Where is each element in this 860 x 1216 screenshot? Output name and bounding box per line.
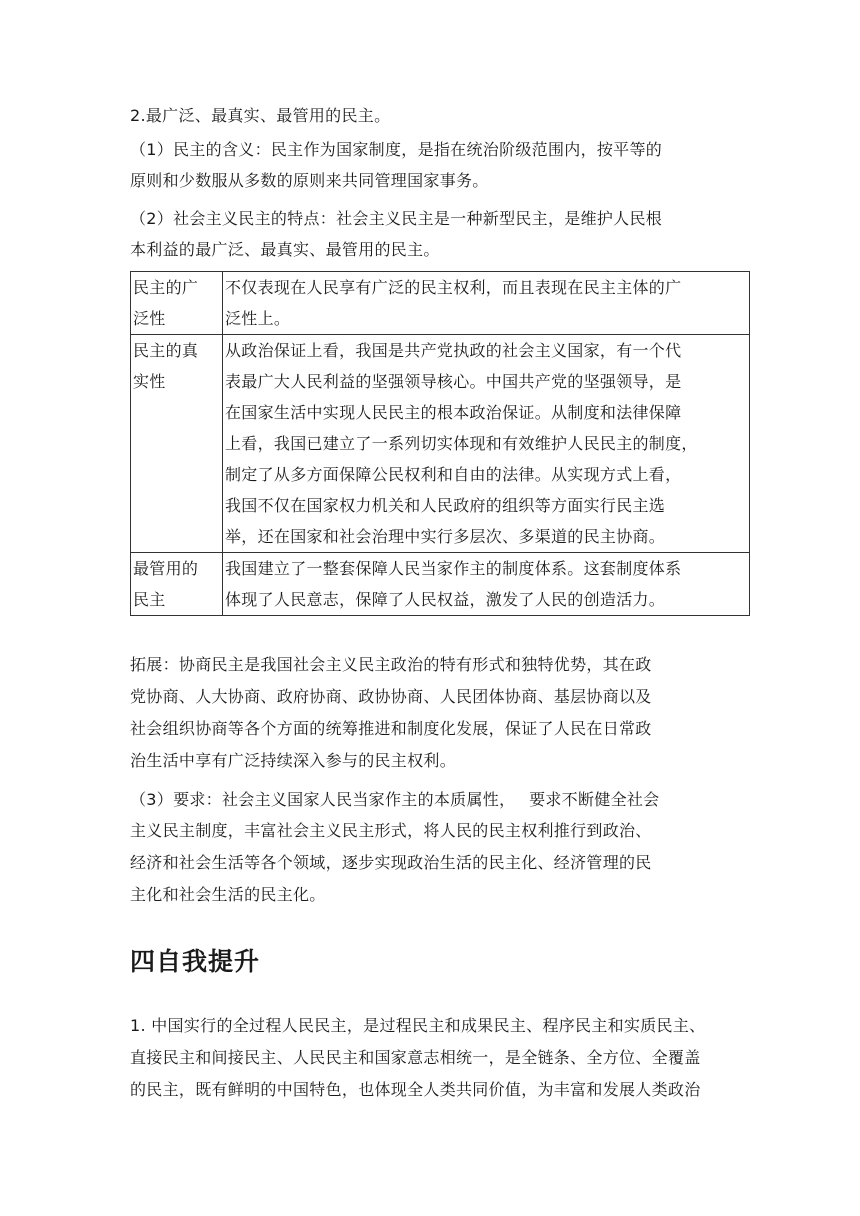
cell-line: 泛性上。: [225, 309, 291, 328]
paragraph-line: （2）社会主义民主的特点：社会主义民主是一种新型民主，是维护人民根: [130, 209, 663, 228]
paragraph-line: 的民主，既有鲜明的中国特色，也体现全人类共同价值，为丰富和发展人类政治: [130, 1080, 701, 1099]
cell-line: 不仅表现在人民享有广泛的民主权利，而且表现在民主主体的广: [225, 278, 682, 297]
cell-line: 在国家生活中实现人民民主的根本政治保证。从制度和法律保障: [225, 403, 682, 422]
paragraph-line: （3）要求：社会主义国家人民当家作主的本质属性， 要求不断健全社会: [130, 790, 660, 809]
table-row: [131, 553, 750, 616]
table-row: [131, 272, 750, 335]
cell-line: 民主的广: [133, 278, 199, 297]
table-cell: [223, 335, 750, 553]
table-cell: [223, 272, 750, 335]
cell-line: 实性: [133, 372, 166, 391]
cell-line: 举，还在国家和社会治理中实行多层次、多渠道的民主协商。: [225, 527, 666, 546]
paragraph-line: 直接民主和间接民主、人民民主和国家意志相统一，是全链条、全方位、全覆盖: [130, 1048, 701, 1067]
cell-line: 最管用的: [133, 559, 199, 578]
cell-line: 上看，我国已建立了一系列切实体现和有效维护人民民主的制度，: [225, 434, 698, 453]
cell-line: 民主: [133, 590, 166, 609]
cell-line: 体现了人民意志，保障了人民权益，激发了人民的创造活力。: [225, 590, 666, 609]
section-title: 2.最广泛、最真实、最管用的民主。: [130, 106, 391, 125]
paragraph-line: 社会组织协商等各个方面的统筹推进和制度化发展，保证了人民在日常政: [130, 719, 652, 738]
table-cell: [223, 553, 750, 616]
paragraph-line: 拓展：协商民主是我国社会主义民主政治的特有形式和独特优势，其在政: [130, 655, 652, 674]
paragraph-line: 党协商、人大协商、政府协商、政协协商、人民团体协商、基层协商以及: [130, 687, 652, 706]
paragraph-line: 治生活中享有广泛持续深入参与的民主权利。: [130, 751, 457, 770]
paragraph-line: 原则和少数服从多数的原则来共同管理国家事务。: [130, 171, 489, 190]
cell-line: 我国不仅在国家权力机关和人民政府的组织等方面实行民主选: [225, 496, 666, 515]
table-row-header: [131, 335, 223, 553]
paragraph-line: 1. 中国实行的全过程人民民主，是过程民主和成果民主、程序民主和实质民主、: [130, 1016, 706, 1035]
paragraph-line: 主化和社会生活的民主化。: [130, 885, 326, 904]
paragraph-line: 主义民主制度，丰富社会主义民主形式，将人民的民主权利推行到政治、: [130, 821, 652, 840]
paragraph-line: （1）民主的含义：民主作为国家制度，是指在统治阶级范围内，按平等的: [130, 140, 663, 159]
table-row-header: [131, 553, 223, 616]
democracy-features-table: [130, 271, 750, 616]
cell-line: 制定了从多方面保障公民权利和自由的法律。从实现方式上看，: [225, 465, 682, 484]
cell-line: 表最广大人民利益的坚强领导核心。中国共产党的坚强领导，是: [225, 372, 682, 391]
paragraph-line: 经济和社会生活等各个领域，逐步实现政治生活的民主化、经济管理的民: [130, 853, 652, 872]
cell-line: 民主的真: [133, 341, 199, 360]
cell-line: 泛性: [133, 309, 166, 328]
cell-line: 从政治保证上看，我国是共产党执政的社会主义国家，有一个代: [225, 341, 682, 360]
paragraph-line: 本利益的最广泛、最真实、最管用的民主。: [130, 240, 440, 259]
table-row-header: [131, 272, 223, 335]
section-heading: 四自我提升: [130, 947, 261, 976]
table-row: [131, 335, 750, 553]
cell-line: 我国建立了一整套保障人民当家作主的制度体系。这套制度体系: [225, 559, 682, 578]
